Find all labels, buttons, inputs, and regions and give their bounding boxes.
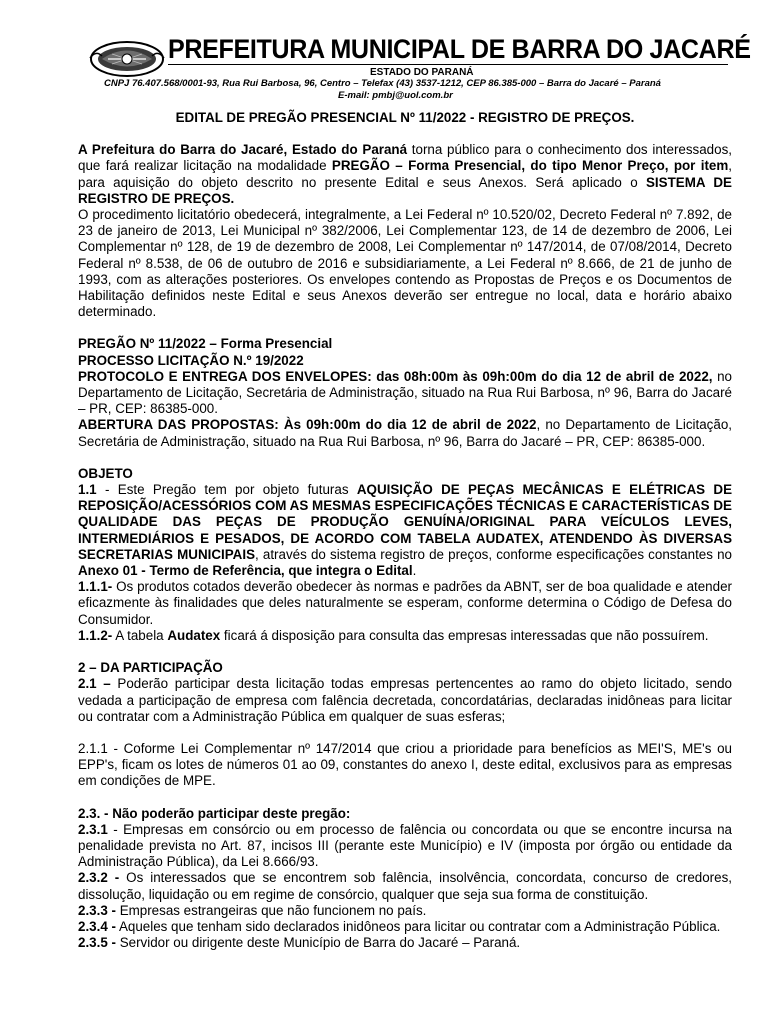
objeto-1-1: 1.1 - Este Pregão tem por objeto futuras AQUISIÇÃO DE PEÇAS MECÂNICAS E ELÉTRICAS DE REPOSIÇÃO/ACESSÓRIOS COM AS MESMAS ESPECIFICAÇÕES TÉCNICAS E CARACTERÍSTICAS DE QUALIDADE DAS PEÇAS DE PRODUÇÃO GENUÍNA/ORIGINAL PARA VEÍCULOS LEVES, INTERMEDIÁRIOS E PESADOS, DE ACORDO COM TABELA AUDATEX, ATENDENDO ÀS DIVERSAS SECRETARIAS MUNICIPAIS, através do sistema registro de preços, conforme especificações constantes no Anexo 01 - Termo de Referência, que integra o Edital. bbox=[78, 482, 733, 579]
municipality-title: PREFEITURA MUNICIPAL DE BARRA DO JACARÉ bbox=[168, 34, 751, 64]
email-line: E-mail: pmbj@uol.com.br bbox=[338, 90, 453, 101]
objeto-1-1-2: 1.1.2- A tabela Audatex ficará á disposição para consulta das empresas interessadas que não possuírem. bbox=[78, 627, 709, 643]
protocolo-paragraph: PROTOCOLO E ENTREGA DOS ENVELOPES: das 08h:00m às 09h:00m do dia 12 de abril de 2022, no Departamento de Licitação, Secretária de Administração, situado na Rua Rui Barbosa, nº 96, Barra do Jacaré – PR, CEP: 86385-000. bbox=[78, 368, 732, 417]
document-body bbox=[78, 110, 732, 951]
state-label: ESTADO DO PARANÁ bbox=[370, 67, 474, 78]
participacao-2-3-4: 2.3.4 - Aqueles que tenham sido declarados inidôneos para licitar ou contratar com a Administração Pública. bbox=[78, 918, 721, 934]
pregao-number: PREGÃO Nº 11/2022 – Forma Presencial bbox=[78, 336, 333, 352]
nao-participar-heading: 2.3. - Não poderão participar deste pregão: bbox=[78, 805, 351, 821]
participacao-2-3-5: 2.3.5 - Servidor ou dirigente deste Município de Barra do Jacaré – Paraná. bbox=[78, 935, 521, 951]
legal-basis-paragraph: O procedimento licitatório obedecerá, integralmente, a Lei Federal nº 10.520/02, Decreto Federal nº 7.892, de 23 de janeiro de 2013, Lei Municipal nº 382/2006, Lei Complementar 123, de 14 de dezembro de 2006, Lei Complementar nº 128, de 19 de dezembro de 2008, Lei Complementar nº 147/2014, de 07/08/2014, Decreto Federal nº 8.538, de 06 de outubro de 2016 e subsidiariamente, a Lei Federal nº 8.666, de 21 de junho de 1993, com as alterações posteriores. Os envelopes contendo as Propostas de Preços e os Documentos de Habilitação definidos neste Edital e seus Anexos deverão ser entregue no local, data e horário abaixo determinado. bbox=[78, 207, 732, 320]
participacao-2-1: 2.1 – Poderão participar desta licitação todas empresas pertencentes ao ramo do objeto licitado, sendo vedada a participação de empresa com falência decretada, concordatárias, declaradas inidôneas para licitar ou contratar com a Administração Pública em qualquer de suas esferas; bbox=[78, 676, 732, 724]
participacao-2-3-3: 2.3.3 - Empresas estrangeiras que não funcionem no país. bbox=[78, 902, 427, 918]
objeto-heading: OBJETO bbox=[78, 465, 133, 481]
participacao-2-3-2: 2.3.2 - Os interessados que se encontrem sob falência, insolvência, concordata, concurso de credores, dissolução, liquidação ou em regime de consórcio, qualquer que seja sua forma de constituição. bbox=[78, 870, 732, 902]
letterhead bbox=[88, 34, 751, 106]
header-divider bbox=[168, 64, 728, 65]
participacao-2-3-1: 2.3.1 - Empresas em consórcio ou em processo de falência ou concordata ou que se encontre incursa na penalidade prevista no Art. 87, incisos III (perante este Município) e IV (imposta por órgão ou entidade da Administração Pública), da Lei 8.666/93. bbox=[78, 821, 732, 870]
address-line: CNPJ 76.407.568/0001-93, Rua Rui Barbosa, 96, Centro – Telefax (43) 3537-1212, CEP 86.385-000 – Barra do Jacaré – Paraná bbox=[104, 78, 661, 89]
objeto-1-1-1: 1.1.1- Os produtos cotados deverão obedecer às normas e padrões da ABNT, ser de boa qualidade e atender eficazmente às finalidades que deles naturalmente se esperam, conforme determina o Código de Defesa do Consumidor. bbox=[78, 579, 732, 627]
municipal-crest-icon bbox=[88, 38, 166, 78]
participacao-heading: 2 – DA PARTICIPAÇÃO bbox=[78, 660, 223, 676]
intro-paragraph: A Prefeitura do Barra do Jacaré, Estado do Paraná torna público para o conhecimento dos interessados, que fará realizar licitação na modalidade PREGÃO – Forma Presencial, do tipo Menor Preço, por item, para aquisição do objeto descrito no presente Edital e seus Anexos. Será aplicado o SISTEMA DE REGISTRO DE PREÇOS. bbox=[78, 142, 733, 206]
processo-number: PROCESSO LICITAÇÃO N.º 19/2022 bbox=[78, 352, 304, 368]
participacao-2-1-1: 2.1.1 - Coforme Lei Complementar nº 147/2014 que criou a prioridade para benefícios as MEI'S, ME's ou EPP's, ficam os lotes de números 01 ao 09, constantes do anexo I, deste edital, exclusivos para as empresas em condições de MPE. bbox=[78, 740, 732, 789]
edital-title: EDITAL DE PREGÃO PRESENCIAL Nº 11/2022 - REGISTRO DE PREÇOS. bbox=[175, 110, 635, 125]
abertura-paragraph: ABERTURA DAS PROPOSTAS: Às 09h:00m do dia 12 de abril de 2022, no Departamento de Licitação, Secretária de Administração, situado na Rua Rui Barbosa, nº 96, Barra do Jacaré – PR, CEP: 86385-000. bbox=[78, 417, 732, 449]
